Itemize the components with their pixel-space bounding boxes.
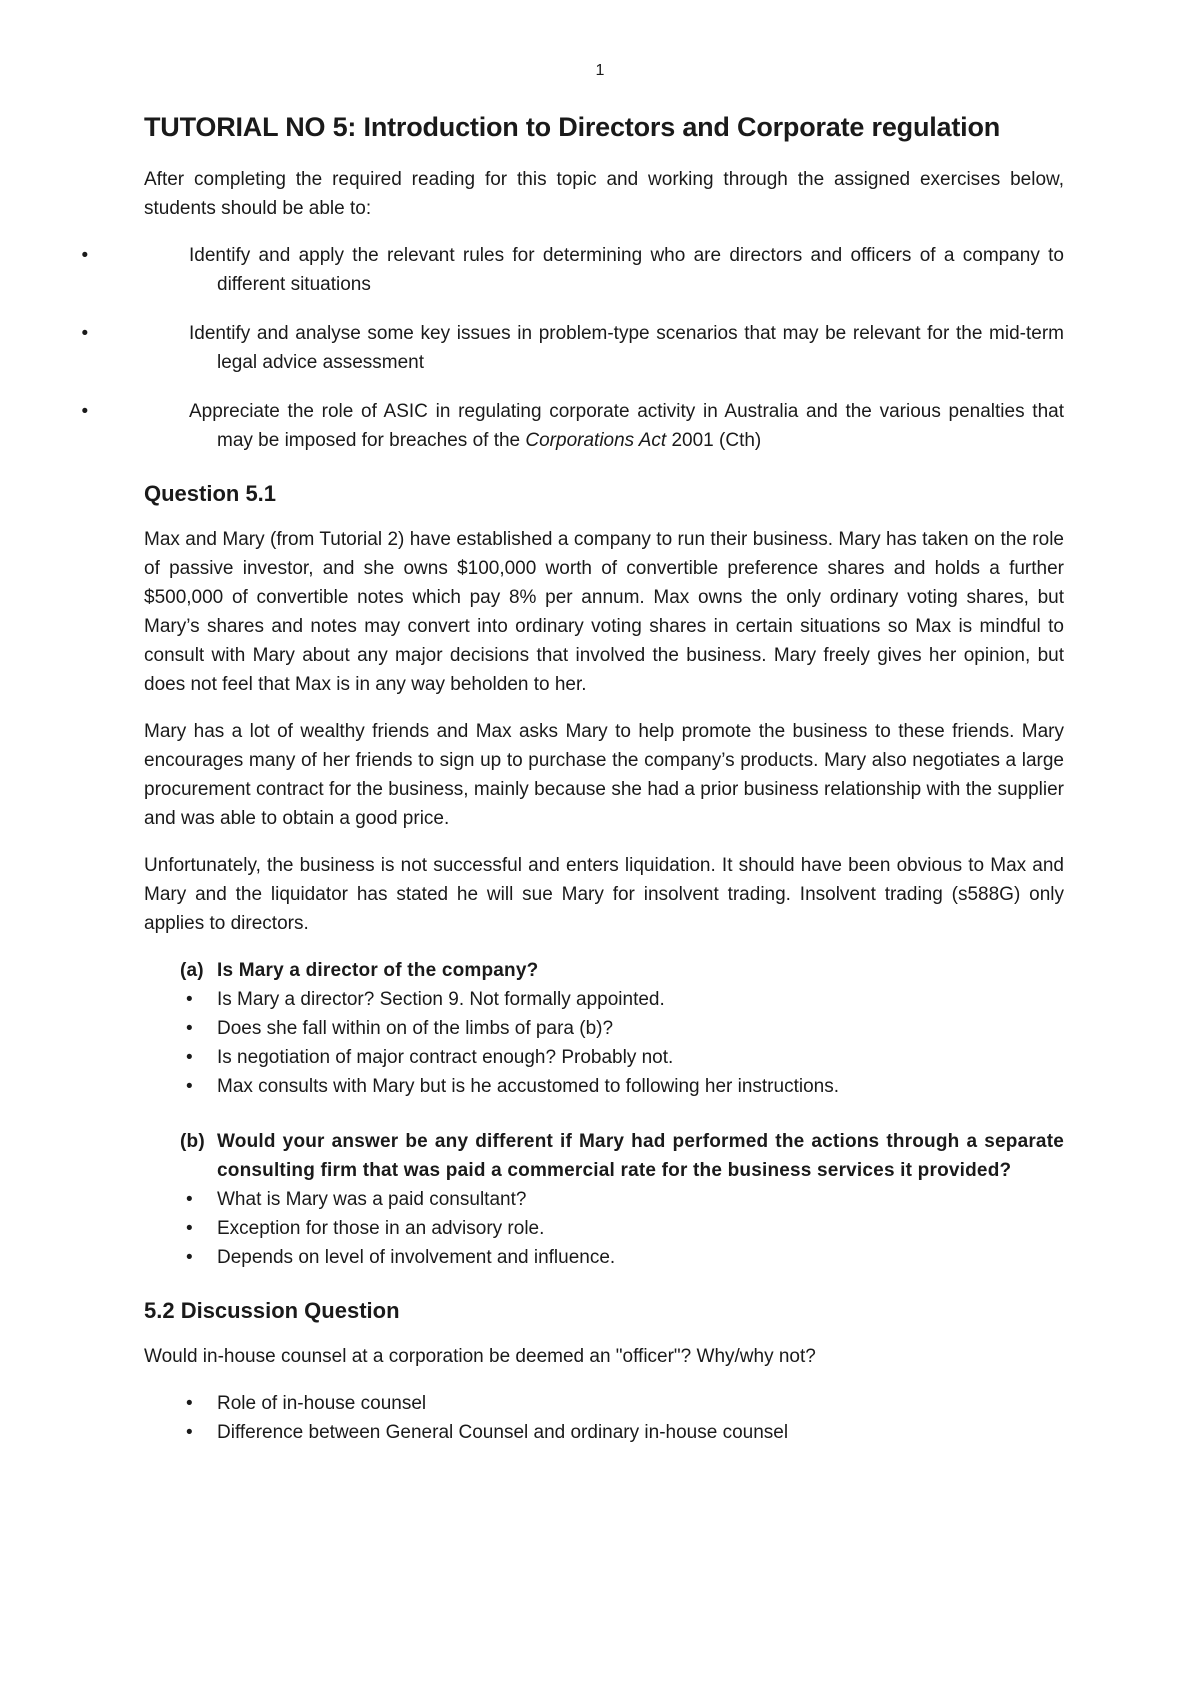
list-item: • Exception for those in an advisory role. [144,1214,1064,1243]
discussion-question-text: Would in-house counsel at a corporation be deemed an "officer"? Why/why not? [144,1346,816,1367]
list-item: • Is Mary a director? Section 9. Not formally appointed. [144,985,1064,1014]
scenario-paragraph: Unfortunately, the business is not successful and enters liquidation. It should have been obvious to Max and Mary and the liquidator has stated he will sue Mary for insolvent trading. Insolvent trading (s588G) only applies to directors. [144,855,1064,934]
part-a-points [144,985,1064,1101]
scenario-paragraph: Mary has a lot of wealthy friends and Max asks Mary to help promote the business to these friends. Mary encourages many of her friends to sign up to purchase the company’s products. Mary also negotiates a large procurement contract for the business, mainly because she had a prior business relationship with the supplier and was able to obtain a good price. [144,721,1064,829]
bullet-icon: • [71,323,89,344]
list-item: • What is Mary was a paid consultant? [144,1185,1064,1214]
scenario-paragraph: Max and Mary (from Tutorial 2) have established a company to run their business. Mary has taken on the role of passive investor, and she owns $100,000 worth of convertible preference shares and holds a further $500,000 of convertible notes which pay 8% per annum. Max owns the only ordinary voting shares, but Mary’s shares and notes may convert into ordinary voting shares in certain situations so Max is mindful to consult with Mary about any major decisions that involved the business. Mary freely gives her opinion, but does not feel that Max is in any way beholden to her. [144,529,1064,695]
list-item: • Does she fall within on of the limbs of para (b)? [144,1014,1064,1043]
objective-item: • Appreciate the role of ASIC in regulating corporate activity in Australia and the various penalties that may be imposed for breaches of the Corporations Act 2001 (Cth) [144,397,1064,455]
part-b [144,1127,1064,1272]
list-item: • Difference between General Counsel and ordinary in-house counsel [144,1418,1064,1447]
document-body [71,112,1064,1447]
part-b-question: (b) Would your answer be any different if Mary had performed the actions through a separate consulting firm that was paid a commercial rate for the business services it provided? [180,1131,1064,1181]
list-item: • Role of in-house counsel [144,1389,1064,1418]
discussion-points [144,1389,1064,1447]
bullet-icon: • [71,245,89,266]
list-item: • Depends on level of involvement and influence. [144,1243,1064,1272]
bullet-icon: • [71,401,89,422]
learning-objectives [71,241,1064,455]
part-b-points [144,1185,1064,1272]
discussion-question-heading: 5.2 Discussion Question [144,1298,400,1323]
list-item: • Max consults with Mary but is he accustomed to following her instructions. [144,1072,1064,1101]
page-number: 1 [595,62,605,79]
list-item: • Is negotiation of major contract enough? Probably not. [144,1043,1064,1072]
part-a-question: (a) Is Mary a director of the company? [180,960,539,981]
question-5-1-heading: Question 5.1 [144,481,277,506]
part-a [144,956,1064,1101]
act-title: Corporations Act [525,430,667,451]
objective-item: • Identify and analyse some key issues in problem-type scenarios that may be relevant for the mid-term legal advice assessment [144,319,1064,377]
objective-item: • Identify and apply the relevant rules for determining who are directors and officers of a company to different situations [144,241,1064,299]
intro-paragraph: After completing the required reading for this topic and working through the assigned exercises below, students should be able to: [144,169,1064,219]
page-title: TUTORIAL NO 5: Introduction to Directors and Corporate regulation [144,112,1001,142]
